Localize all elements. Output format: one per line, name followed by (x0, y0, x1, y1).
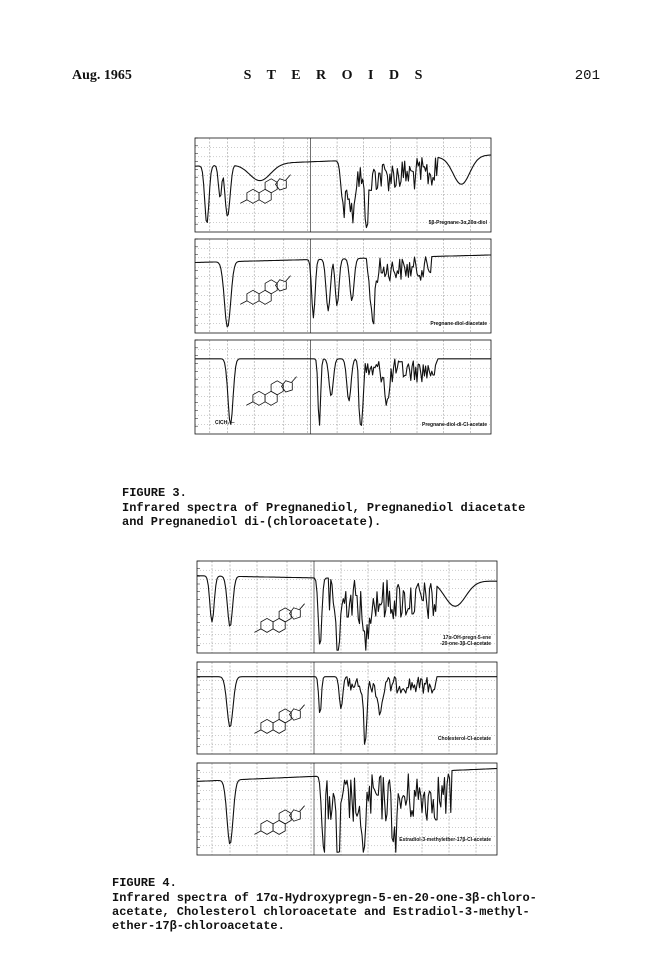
structure-bond (254, 629, 261, 633)
spectrum-label: 17α-OH-pregn-5-ene (442, 635, 491, 641)
structure-bond (300, 705, 305, 711)
spectrum-label: Cholesterol-Cl-acetate (437, 736, 491, 742)
structure-bond (246, 402, 253, 406)
structure-bond (254, 730, 261, 734)
figure-4-caption-line: ether-17β-chloroacetate. (112, 919, 285, 933)
journal-title: S T E R O I D S (243, 68, 429, 83)
figure-4-title: FIGURE 4. (112, 876, 177, 890)
spectrum-label: Pregnane-diol-di-Cl-acetate (421, 422, 487, 428)
spectrum-panel (195, 138, 491, 232)
structure-ring (271, 381, 283, 395)
spectrum-trace (195, 255, 491, 327)
figure-3-spectra (193, 132, 493, 444)
figure-4-caption-line: acetate, Cholesterol chloroacetate and Estradiol-3-methyl- (112, 905, 530, 919)
structure-ring (265, 280, 277, 294)
figure-3-caption-line: and Pregnanediol di-(chloroacetate). (122, 515, 382, 529)
figure-4-caption-line: Infrared spectra of 17α-Hydroxypregn-5-en-20-one-3β-chloro- (112, 891, 537, 905)
structure-ring (279, 608, 291, 622)
figure-3-caption (122, 486, 525, 529)
spectrum-panel (195, 340, 491, 434)
spectrum-trace (195, 359, 491, 426)
structure-bond (286, 276, 291, 282)
spectrum-label: Estradiol-3-methylether-17β-Cl-acetate (399, 837, 491, 843)
structure-bond (254, 831, 261, 835)
structure-bond (292, 377, 297, 383)
structure-substituent: ClCH₂— (215, 420, 235, 426)
structure-ring (247, 290, 259, 304)
spectrum-trace (197, 677, 497, 745)
structure-ring (279, 810, 291, 824)
spectrum-trace (195, 155, 491, 228)
spectrum-label: 5β-Pregnane-3α,20α-diol (428, 220, 487, 226)
structure-bond (300, 806, 305, 812)
structure-bond (286, 175, 291, 181)
structure-bond (240, 200, 247, 204)
structure-ring (265, 179, 277, 193)
structure-ring (279, 709, 291, 723)
spectrum-panel (197, 763, 497, 855)
figure-4-spectra (195, 553, 501, 859)
spectrum-panel (195, 239, 491, 333)
structure-bond (300, 604, 305, 610)
structure-ring (247, 189, 259, 203)
structure-ring (253, 391, 265, 405)
spectrum-panel (197, 561, 497, 653)
figure-4-caption (112, 876, 537, 933)
page-number: 201 (574, 68, 600, 84)
spectrum-panel (197, 662, 497, 754)
structure-bond (240, 301, 247, 305)
spectrum-label: -20-one-3β-Cl-acetate (440, 641, 491, 647)
figure-3-title: FIGURE 3. (122, 486, 187, 500)
figure-3-caption-line: Infrared spectra of Pregnanediol, Pregnanediol diacetate (122, 501, 526, 515)
spectrum-label: Pregnane-diol-diacetate (430, 321, 487, 327)
header-date: Aug. 1965 (72, 68, 132, 83)
